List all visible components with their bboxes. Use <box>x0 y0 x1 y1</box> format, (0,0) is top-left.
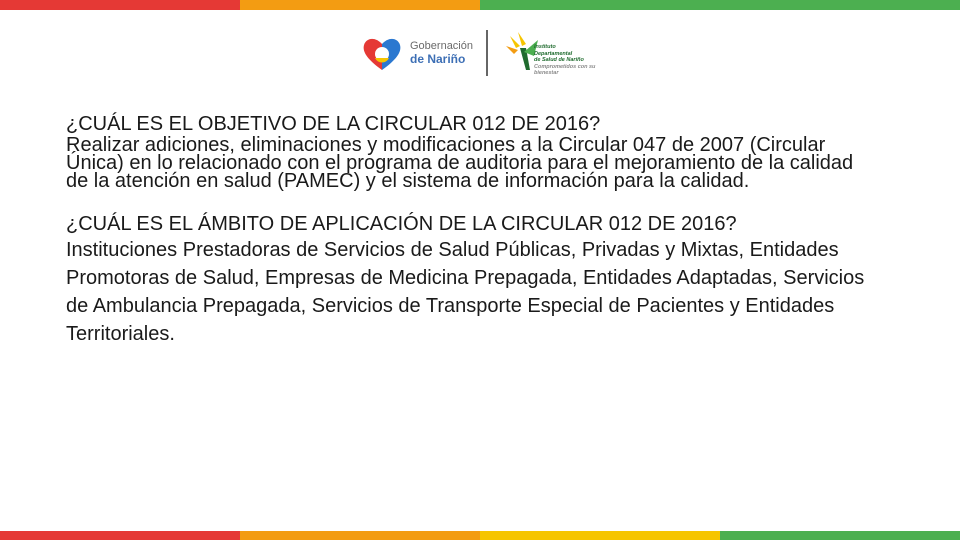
gobernacion-line1: Gobernación <box>410 40 473 52</box>
top-color-band <box>0 0 960 10</box>
instituto-logo-text <box>534 44 608 77</box>
instituto-line2: Departamental <box>534 50 573 57</box>
question-objective: ¿CUÁL ES EL OBJETIVO DE LA CIRCULAR 012 DE 2016? <box>66 113 601 135</box>
band-red <box>0 0 240 10</box>
band-yellow <box>480 531 720 540</box>
logo-divider <box>486 30 488 76</box>
instituto-tagline: Comprometidos con su bienestar <box>534 63 596 76</box>
slide-body <box>66 112 866 348</box>
answer-objective: Realizar adiciones, eliminaciones y modificaciones a la Circular 047 de 2007 (Circular Única) en lo relacionado con el programa de auditoria para el mejoramiento de la calidad de la atención en salud (PAMEC) y el sistema de información para la calidad. <box>66 134 854 192</box>
instituto-line1: Instituto <box>534 44 556 50</box>
answer-scope: Instituciones Prestadoras de Servicios de Salud Públicas, Privadas y Mixtas, Entidades Promotoras de Salud, Empresas de Medicina Prepagada, Entidades Adaptadas, Servicios de Ambulancia Prepagada, Servicios de Transporte Especial de Pacientes y Entidades Territoriales. <box>66 239 865 345</box>
gobernacion-heart-logo-icon <box>362 36 402 72</box>
question-scope: ¿CUÁL ES EL ÁMBITO DE APLICACIÓN DE LA CIRCULAR 012 DE 2016? <box>66 213 737 235</box>
band-red <box>0 531 240 540</box>
gobernacion-line2: de Nariño <box>410 52 466 66</box>
band-green <box>480 0 960 10</box>
instituto-line3: de Salud de Nariño <box>534 57 584 63</box>
band-green <box>720 531 960 540</box>
bottom-color-band <box>0 531 960 540</box>
gobernacion-logo-text <box>410 40 473 66</box>
band-orange <box>240 0 480 10</box>
header-logos <box>358 26 608 80</box>
band-orange <box>240 531 480 540</box>
